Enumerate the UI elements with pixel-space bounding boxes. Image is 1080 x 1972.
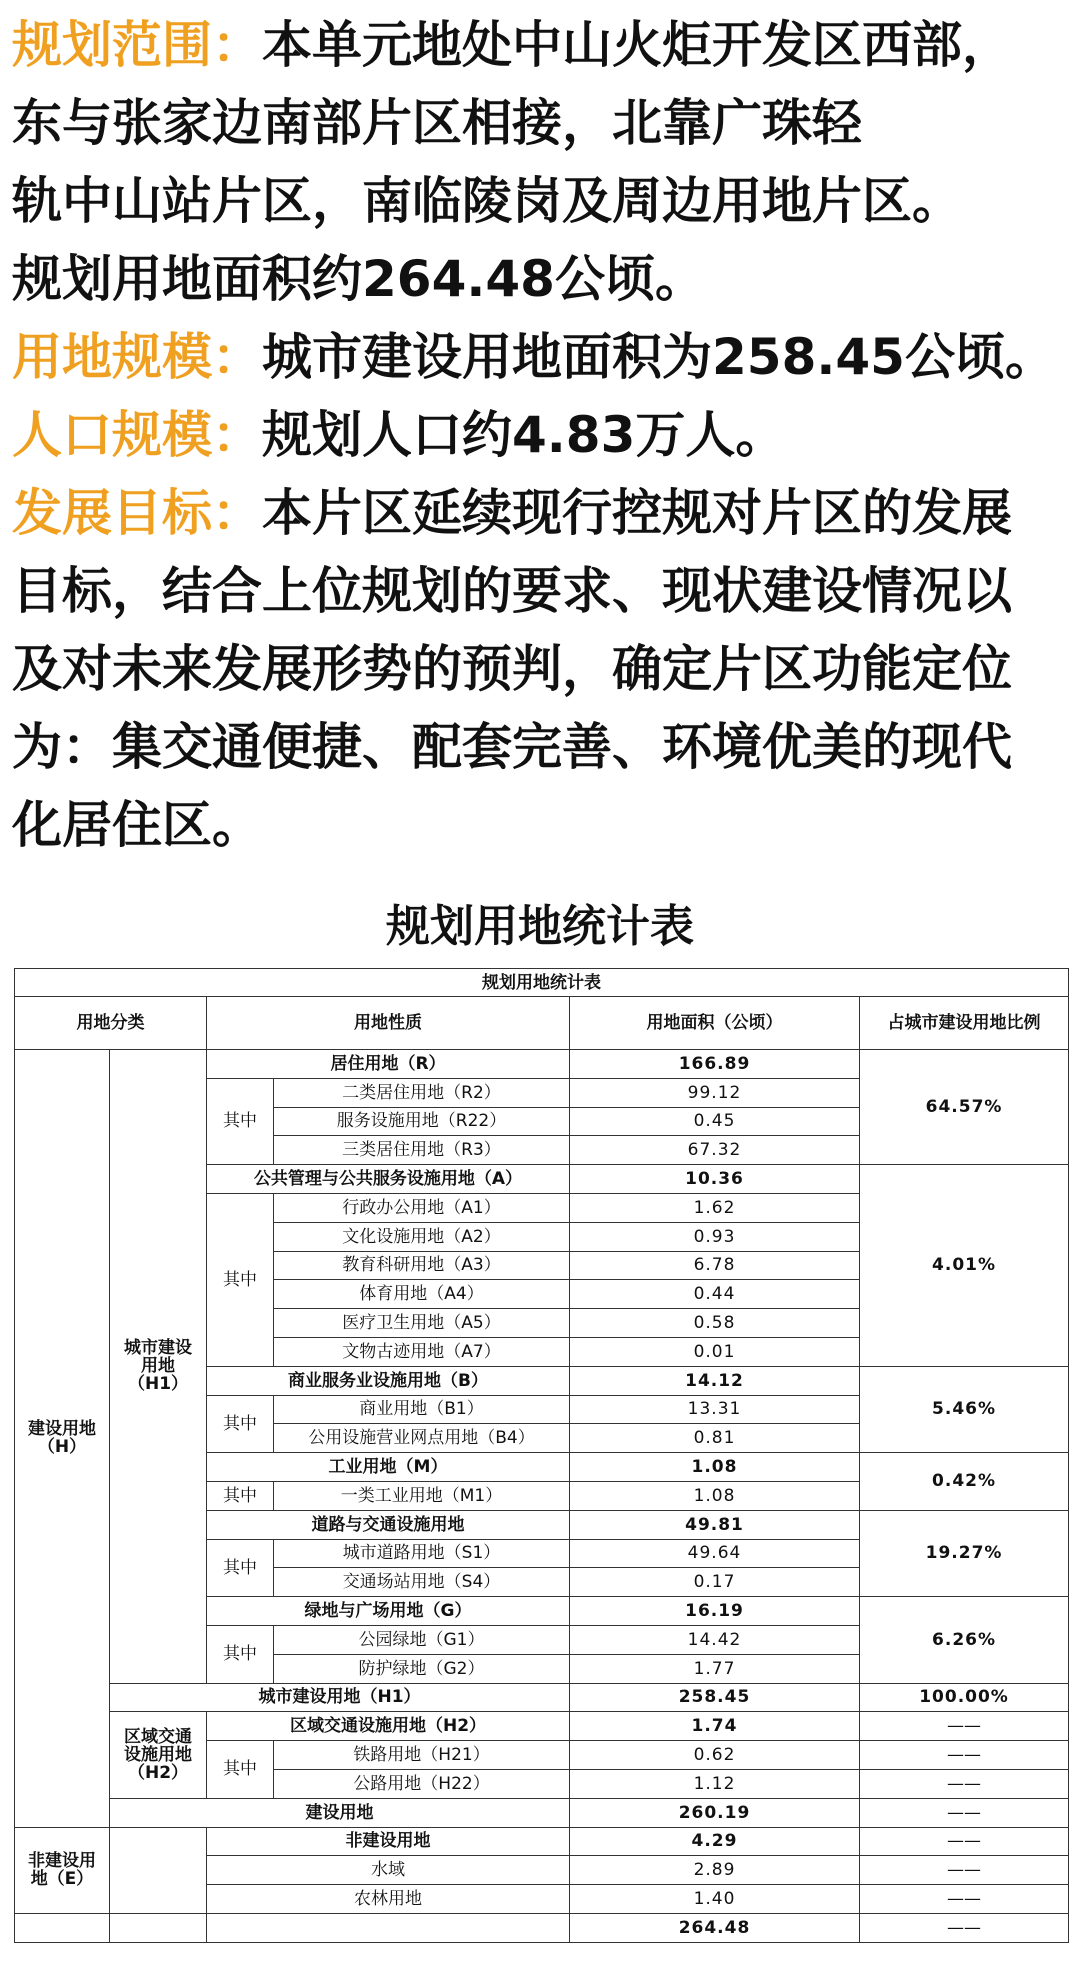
population-text: 规划人口约4.83万人。 bbox=[262, 406, 786, 464]
category-h1-cell: 城市建设 用地 （H1） bbox=[110, 1050, 207, 1684]
dash-cell: —— bbox=[860, 1856, 1069, 1885]
of-which-cell: 其中 bbox=[207, 1078, 274, 1164]
dash-cell: —— bbox=[860, 1741, 1069, 1770]
item-name-cell: 农林用地 bbox=[207, 1885, 570, 1914]
ratio-cell: 5.46% bbox=[860, 1366, 1069, 1452]
category-h-cell: 建设用地 （H） bbox=[15, 1050, 110, 1828]
group-name-cell: 商业服务业设施用地（B） bbox=[207, 1366, 570, 1395]
h1-total-name-cell: 城市建设用地（H1） bbox=[110, 1683, 570, 1712]
intro-section bbox=[12, 6, 1072, 864]
group-area-cell: 166.89 bbox=[570, 1050, 860, 1079]
table-row bbox=[15, 1913, 1069, 1942]
category-h2-cell: 区域交通 设施用地 （H2） bbox=[110, 1712, 207, 1798]
scope-paragraph bbox=[12, 6, 1072, 318]
goal-label: 发展目标： bbox=[12, 484, 262, 542]
h-total-area-cell: 260.19 bbox=[570, 1798, 860, 1827]
header-cell: 用地性质 bbox=[207, 997, 570, 1050]
dash-cell: —— bbox=[860, 1885, 1069, 1914]
group-area-cell: 14.12 bbox=[570, 1366, 860, 1395]
of-which-cell: 其中 bbox=[207, 1481, 274, 1510]
item-area-cell: 2.89 bbox=[570, 1856, 860, 1885]
item-name-cell: 城市道路用地（S1） bbox=[274, 1539, 570, 1568]
table-row bbox=[15, 1798, 1069, 1827]
ratio-cell: 0.42% bbox=[860, 1453, 1069, 1511]
dash-cell: —— bbox=[860, 1913, 1069, 1942]
item-area-cell: 1.62 bbox=[570, 1193, 860, 1222]
table-row bbox=[15, 1827, 1069, 1856]
item-name-cell: 防护绿地（G2） bbox=[274, 1654, 570, 1683]
table-title: 规划用地统计表 bbox=[386, 901, 694, 952]
dash-cell: —— bbox=[860, 1798, 1069, 1827]
item-name-cell: 公路用地（H22） bbox=[274, 1769, 570, 1798]
group-name-cell: 非建设用地 bbox=[207, 1827, 570, 1856]
goal-text: 本片区延续现行控规对片区的发展 bbox=[262, 484, 1012, 542]
item-area-cell: 67.32 bbox=[570, 1136, 860, 1165]
item-name-cell: 文化设施用地（A2） bbox=[274, 1222, 570, 1251]
header-cell: 占城市建设用地比例 bbox=[860, 997, 1069, 1050]
ratio-cell: 6.26% bbox=[860, 1597, 1069, 1683]
item-area-cell: 0.45 bbox=[570, 1107, 860, 1136]
scope-text: 轨中山站片区，南临陵岗及周边用地片区。 bbox=[12, 172, 962, 230]
h1-total-area-cell: 258.45 bbox=[570, 1683, 860, 1712]
population-label: 人口规模： bbox=[12, 406, 262, 464]
empty-cell bbox=[110, 1913, 207, 1942]
item-area-cell: 0.81 bbox=[570, 1424, 860, 1453]
header-cell: 用地面积（公顷） bbox=[570, 997, 860, 1050]
item-area-cell: 1.08 bbox=[570, 1481, 860, 1510]
item-area-cell: 0.93 bbox=[570, 1222, 860, 1251]
of-which-cell: 其中 bbox=[207, 1741, 274, 1799]
category-e-cell: 非建设用 地（E） bbox=[15, 1827, 110, 1913]
dash-cell: —— bbox=[860, 1827, 1069, 1856]
group-name-cell: 居住用地（R） bbox=[207, 1050, 570, 1079]
goal-text: 化居住区。 bbox=[12, 796, 262, 854]
land-text: 城市建设用地面积为258.45公顷。 bbox=[262, 328, 1055, 386]
item-area-cell: 99.12 bbox=[570, 1078, 860, 1107]
table-caption: 规划用地统计表 bbox=[15, 969, 1069, 997]
goal-text: 及对未来发展形势的预判，确定片区功能定位 bbox=[12, 640, 1012, 698]
group-area-cell: 4.29 bbox=[570, 1827, 860, 1856]
empty-cell bbox=[15, 1913, 110, 1942]
item-name-cell: 铁路用地（H21） bbox=[274, 1741, 570, 1770]
item-name-cell: 二类居住用地（R2） bbox=[274, 1078, 570, 1107]
group-area-cell: 16.19 bbox=[570, 1597, 860, 1626]
item-name-cell: 商业用地（B1） bbox=[274, 1395, 570, 1424]
h1-total-ratio-cell: 100.00% bbox=[860, 1683, 1069, 1712]
land-label: 用地规模： bbox=[12, 328, 262, 386]
table-row bbox=[15, 969, 1069, 997]
dash-cell: —— bbox=[860, 1712, 1069, 1741]
empty-cell bbox=[110, 1827, 207, 1913]
item-name-cell: 服务设施用地（R22） bbox=[274, 1107, 570, 1136]
item-name-cell: 体育用地（A4） bbox=[274, 1280, 570, 1309]
item-name-cell: 行政办公用地（A1） bbox=[274, 1193, 570, 1222]
item-area-cell: 1.40 bbox=[570, 1885, 860, 1914]
table-row bbox=[15, 1050, 1069, 1079]
item-area-cell: 0.44 bbox=[570, 1280, 860, 1309]
header-cell: 用地分类 bbox=[15, 997, 207, 1050]
group-area-cell: 10.36 bbox=[570, 1165, 860, 1194]
item-name-cell: 交通场站用地（S4） bbox=[274, 1568, 570, 1597]
group-area-cell: 49.81 bbox=[570, 1510, 860, 1539]
goal-text: 为：集交通便捷、配套完善、环境优美的现代 bbox=[12, 718, 1012, 776]
group-name-cell: 区域交通设施用地（H2） bbox=[207, 1712, 570, 1741]
item-name-cell: 文物古迹用地（A7） bbox=[274, 1337, 570, 1366]
scope-label: 规划范围： bbox=[12, 16, 262, 74]
item-area-cell: 13.31 bbox=[570, 1395, 860, 1424]
ratio-cell: 19.27% bbox=[860, 1510, 1069, 1596]
item-area-cell: 0.58 bbox=[570, 1309, 860, 1338]
item-area-cell: 1.12 bbox=[570, 1769, 860, 1798]
item-name-cell: 公园绿地（G1） bbox=[274, 1625, 570, 1654]
group-name-cell: 道路与交通设施用地 bbox=[207, 1510, 570, 1539]
empty-cell bbox=[207, 1913, 570, 1942]
item-area-cell: 0.17 bbox=[570, 1568, 860, 1597]
table-row bbox=[15, 997, 1069, 1050]
item-name-cell: 水域 bbox=[207, 1856, 570, 1885]
group-name-cell: 绿地与广场用地（G） bbox=[207, 1597, 570, 1626]
item-area-cell: 49.64 bbox=[570, 1539, 860, 1568]
group-area-cell: 1.08 bbox=[570, 1453, 860, 1482]
land-paragraph bbox=[12, 318, 1072, 396]
scope-text: 本单元地处中山火炬开发区西部， bbox=[262, 16, 1012, 74]
land-use-table bbox=[14, 968, 1069, 1943]
table-row bbox=[15, 1712, 1069, 1741]
item-name-cell: 医疗卫生用地（A5） bbox=[274, 1309, 570, 1338]
ratio-cell: 64.57% bbox=[860, 1050, 1069, 1165]
ratio-cell: 4.01% bbox=[860, 1165, 1069, 1367]
item-area-cell: 6.78 bbox=[570, 1251, 860, 1280]
table-body bbox=[15, 969, 1069, 1943]
goal-text: 目标，结合上位规划的要求、现状建设情况以 bbox=[12, 562, 1012, 620]
item-name-cell: 公用设施营业网点用地（B4） bbox=[274, 1424, 570, 1453]
table-row bbox=[15, 1683, 1069, 1712]
item-area-cell: 0.01 bbox=[570, 1337, 860, 1366]
of-which-cell: 其中 bbox=[207, 1539, 274, 1597]
of-which-cell: 其中 bbox=[207, 1395, 274, 1453]
of-which-cell: 其中 bbox=[207, 1625, 274, 1683]
item-area-cell: 14.42 bbox=[570, 1625, 860, 1654]
item-area-cell: 1.77 bbox=[570, 1654, 860, 1683]
scope-text: 东与张家边南部片区相接，北靠广珠轻 bbox=[12, 94, 862, 152]
item-name-cell: 教育科研用地（A3） bbox=[274, 1251, 570, 1280]
scope-text: 规划用地面积约264.48公顷。 bbox=[12, 250, 705, 308]
item-name-cell: 一类工业用地（M1） bbox=[274, 1481, 570, 1510]
grand-total-area-cell: 264.48 bbox=[570, 1913, 860, 1942]
h-total-name-cell: 建设用地 bbox=[110, 1798, 570, 1827]
goal-paragraph bbox=[12, 474, 1072, 864]
item-area-cell: 0.62 bbox=[570, 1741, 860, 1770]
group-name-cell: 公共管理与公共服务设施用地（A） bbox=[207, 1165, 570, 1194]
of-which-cell: 其中 bbox=[207, 1193, 274, 1366]
group-name-cell: 工业用地（M） bbox=[207, 1453, 570, 1482]
item-name-cell: 三类居住用地（R3） bbox=[274, 1136, 570, 1165]
population-paragraph bbox=[12, 396, 1072, 474]
group-area-cell: 1.74 bbox=[570, 1712, 860, 1741]
dash-cell: —— bbox=[860, 1769, 1069, 1798]
